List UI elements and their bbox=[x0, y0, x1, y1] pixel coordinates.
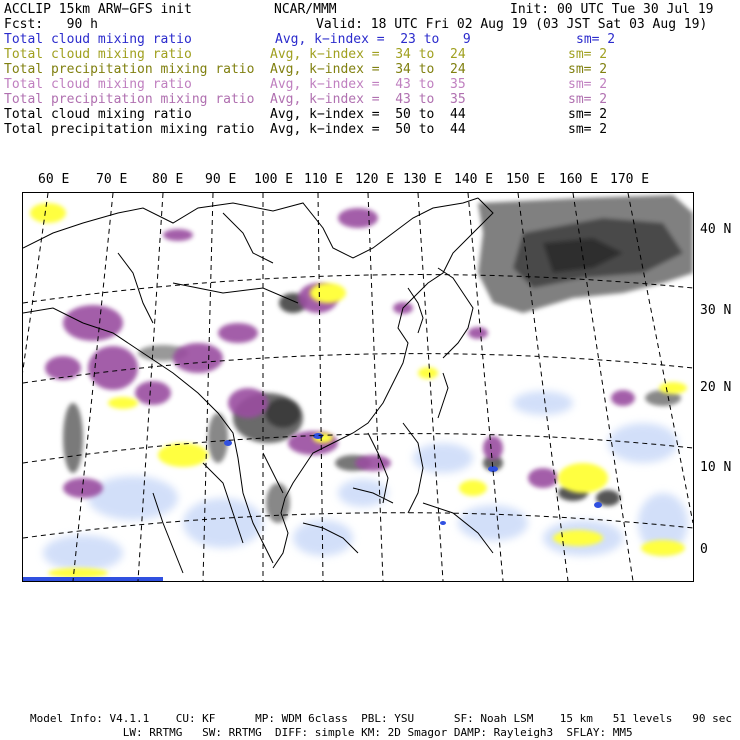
lon-label: 160 E bbox=[559, 172, 599, 187]
lon-label: 80 E bbox=[152, 172, 184, 187]
field-sm: sm= 2 bbox=[568, 47, 608, 62]
field-sm: sm= 2 bbox=[568, 77, 608, 92]
lon-label: 60 E bbox=[38, 172, 70, 187]
model-info-line1: Model Info: V4.1.1 CU: KF MP: WDM 6class PBL: YSU SF: Noah LSM 15 km 51 levels 90 sec bbox=[30, 712, 732, 725]
map-panel bbox=[22, 192, 694, 582]
field-name: Total cloud mixing ratio bbox=[4, 47, 192, 62]
field-sm: sm= 2 bbox=[568, 62, 608, 77]
field-name: Total cloud mixing ratio bbox=[4, 77, 192, 92]
field-avg: Avg, k−index = 23 to 9 bbox=[275, 32, 471, 47]
center-label: NCAR/MMM bbox=[274, 2, 337, 17]
lon-label: 120 E bbox=[355, 172, 395, 187]
lat-label: 40 N bbox=[700, 222, 732, 237]
field-avg: Avg, k−index = 34 to 24 bbox=[270, 47, 466, 62]
valid-time: Valid: 18 UTC Fri 02 Aug 19 (03 JST Sat 03 Aug 19) bbox=[316, 17, 708, 32]
field-name: Total precipitation mixing ratio bbox=[4, 122, 255, 137]
lat-label: 0 bbox=[700, 542, 708, 557]
field-avg: Avg, k−index = 34 to 24 bbox=[270, 62, 466, 77]
field-avg: Avg, k−index = 43 to 35 bbox=[270, 92, 466, 107]
field-sm: sm= 2 bbox=[576, 32, 616, 47]
init-time: Init: 00 UTC Tue 30 Jul 19 bbox=[510, 2, 714, 17]
field-name: Total precipitation mixing ratio bbox=[4, 62, 255, 77]
lon-label: 140 E bbox=[454, 172, 494, 187]
lat-label: 30 N bbox=[700, 303, 732, 318]
lon-label: 100 E bbox=[254, 172, 294, 187]
map-svg bbox=[23, 193, 693, 581]
field-sm: sm= 2 bbox=[568, 107, 608, 122]
model-title: ACCLIP 15km ARW−GFS init bbox=[4, 2, 192, 17]
lon-label: 130 E bbox=[403, 172, 443, 187]
field-sm: sm= 2 bbox=[568, 122, 608, 137]
lat-label: 20 N bbox=[700, 380, 732, 395]
model-info-line2: LW: RRTMG SW: RRTMG DIFF: simple KM: 2D Smagor DAMP: Rayleigh3 SFLAY: MM5 bbox=[30, 726, 633, 739]
field-name: Total cloud mixing ratio bbox=[4, 107, 192, 122]
field-avg: Avg, k−index = 50 to 44 bbox=[270, 107, 466, 122]
field-name: Total precipitation mixing ratio bbox=[4, 92, 255, 107]
field-avg: Avg, k−index = 50 to 44 bbox=[270, 122, 466, 137]
lon-label: 170 E bbox=[610, 172, 650, 187]
forecast-hour: Fcst: 90 h bbox=[4, 17, 98, 32]
lat-label: 10 N bbox=[700, 460, 732, 475]
field-sm: sm= 2 bbox=[568, 92, 608, 107]
lon-label: 110 E bbox=[304, 172, 344, 187]
lon-label: 90 E bbox=[205, 172, 237, 187]
field-name: Total cloud mixing ratio bbox=[4, 32, 192, 47]
lon-label: 70 E bbox=[96, 172, 128, 187]
field-avg: Avg, k−index = 43 to 35 bbox=[270, 77, 466, 92]
lon-label: 150 E bbox=[506, 172, 546, 187]
